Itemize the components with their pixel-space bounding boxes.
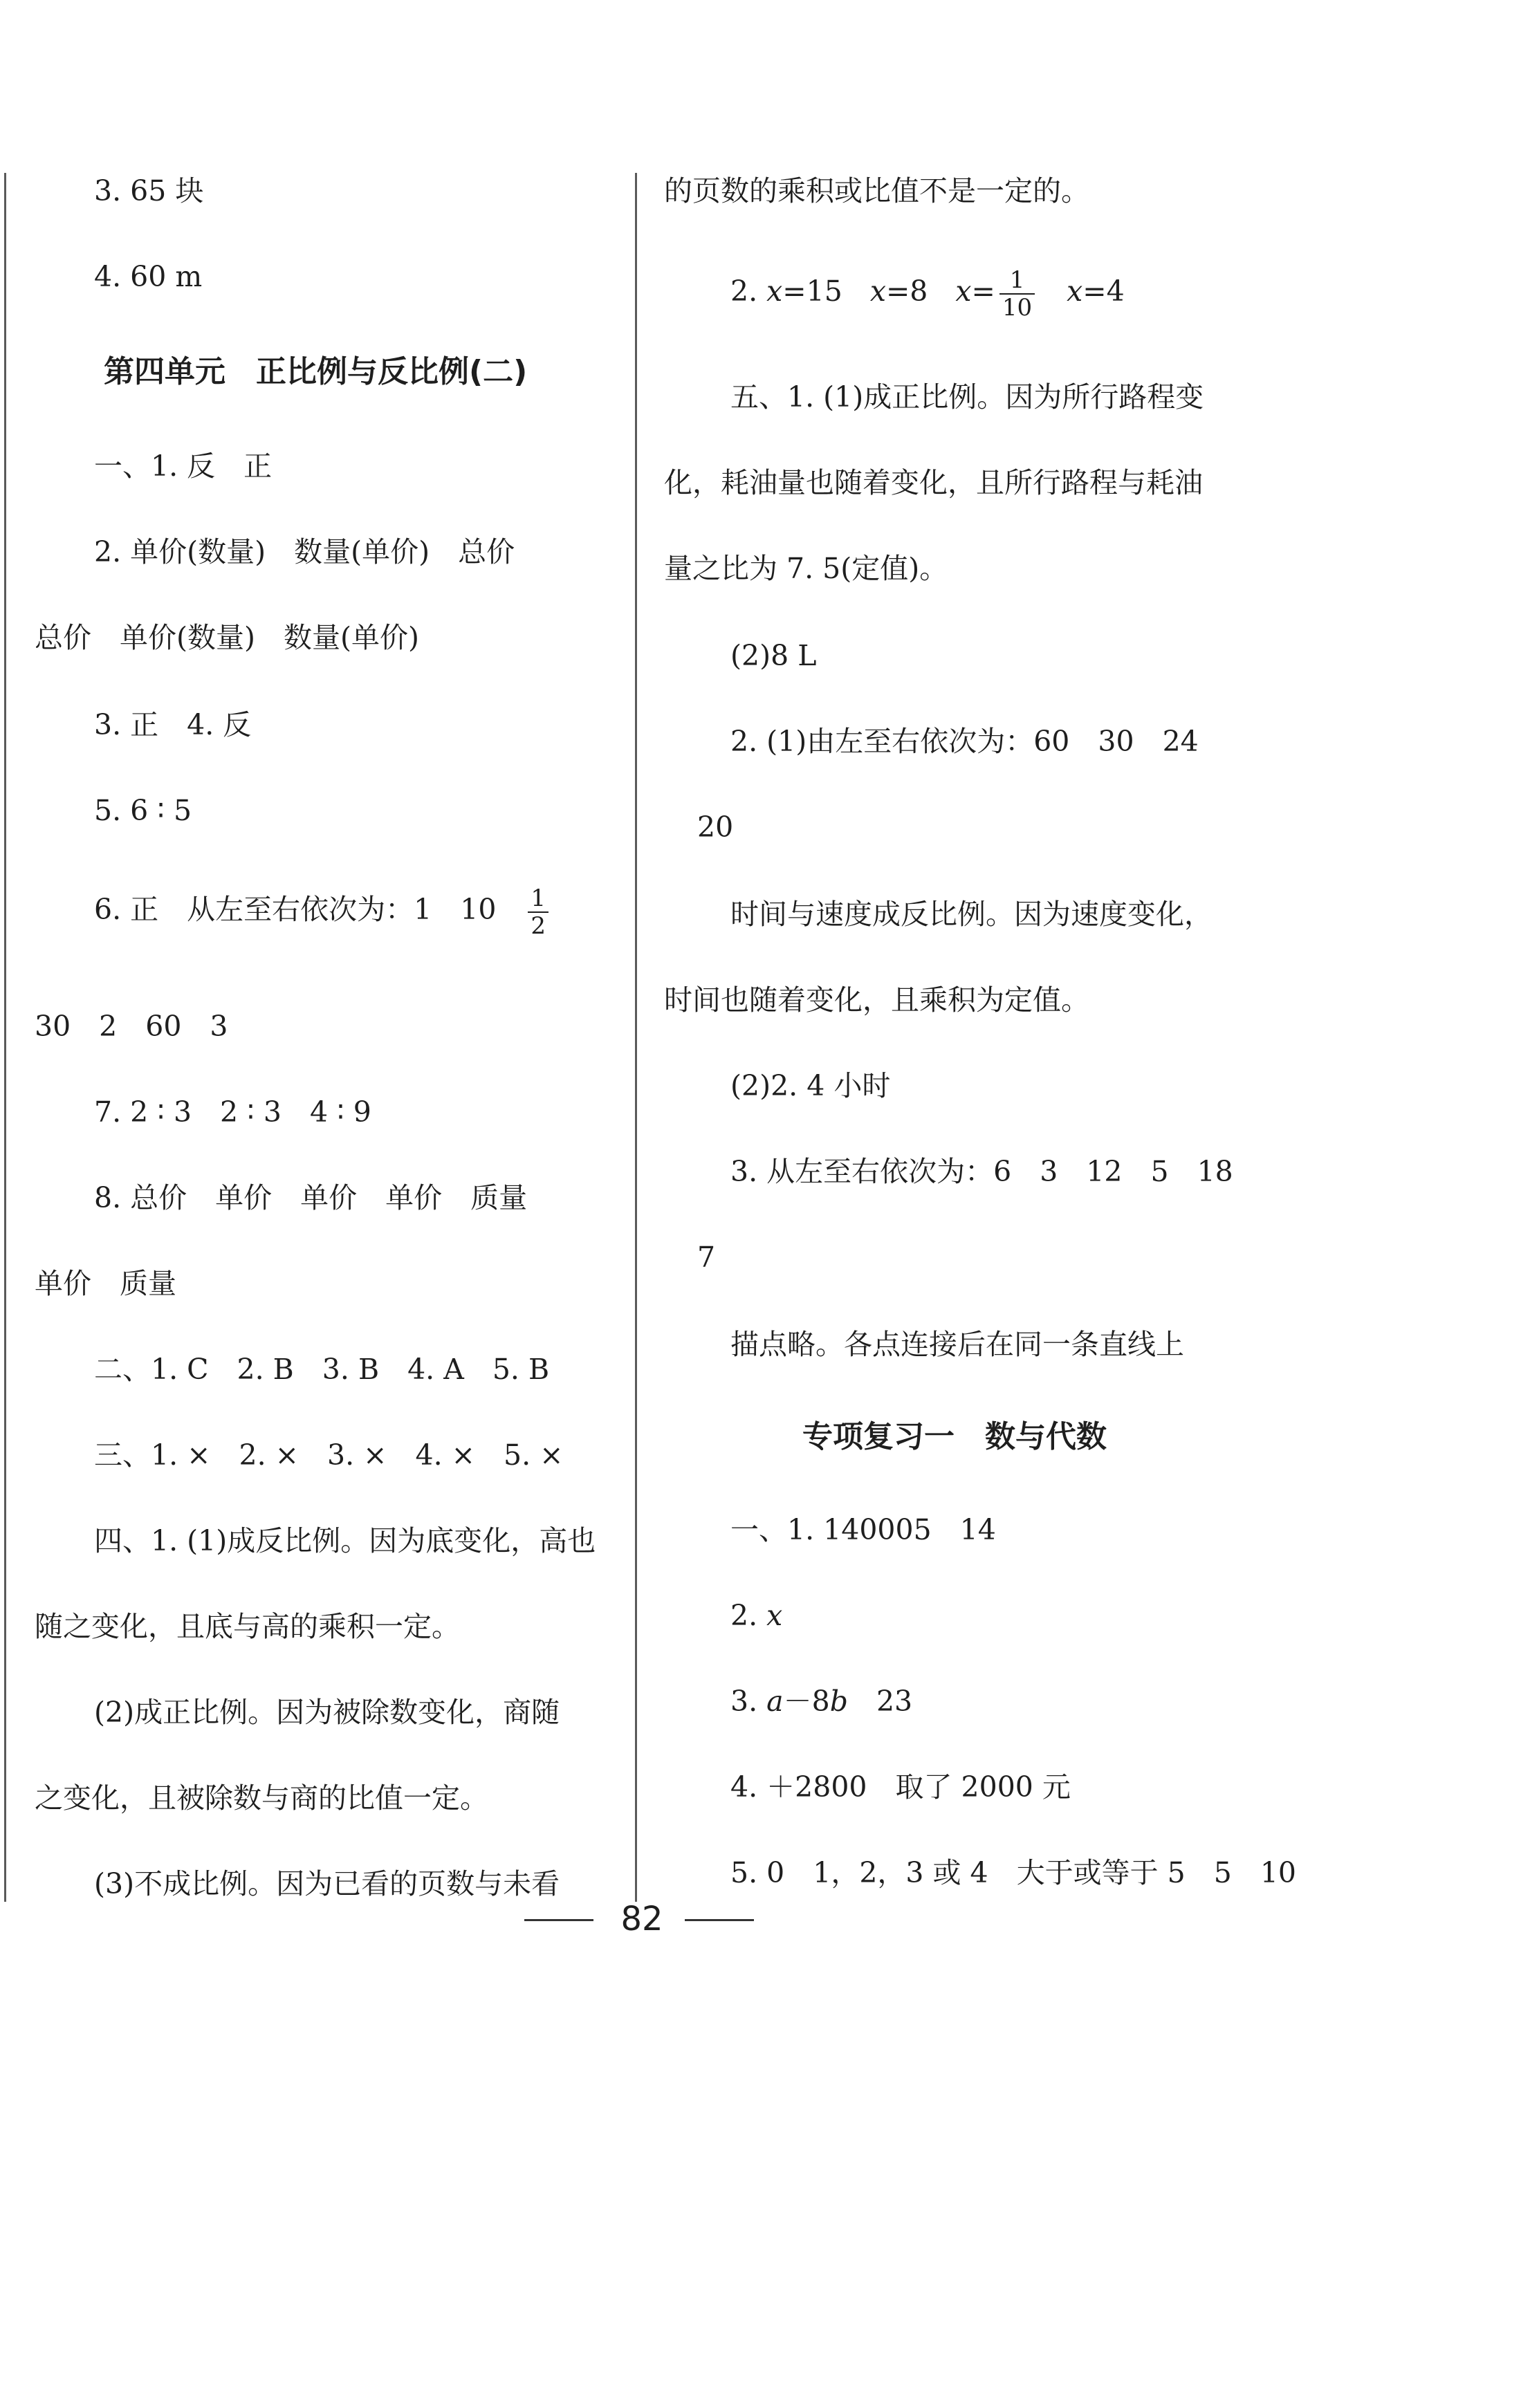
answer-line: 二、1. C 2. B 3. B 4. A 5. B [94, 1353, 550, 1386]
review-heading: 专项复习一 数与代数 [802, 1419, 1107, 1454]
answer-line: 4. ＋2800 取了 2000 元 [730, 1770, 1071, 1804]
fraction [528, 885, 549, 939]
footer-rule-right [685, 1919, 754, 1921]
answer-line: 之变化，且被除数与商的比值一定。 [35, 1781, 488, 1815]
page-number: 82 [620, 1900, 663, 1938]
unit-heading: 第四单元 正比例与反比例(二) [104, 354, 528, 389]
answer-line: 7. 2 ∶ 3 2 ∶ 3 4 ∶ 9 [94, 1095, 371, 1129]
answer-line [730, 1683, 912, 1719]
answer-line: 三、1. × 2. × 3. × 4. × 5. × [94, 1438, 564, 1472]
answer-line: 随之变化，且底与高的乘积一定。 [35, 1610, 460, 1643]
variable-x: x [955, 275, 972, 308]
answer-text: = [971, 275, 995, 308]
fraction-numerator: 1 [999, 267, 1035, 295]
answer-line: 一、1. 140005 14 [730, 1513, 996, 1546]
answer-line [94, 878, 553, 941]
answer-text: 2. [730, 1599, 767, 1632]
answer-line: (2)成正比例。因为被除数变化，商随 [94, 1696, 560, 1729]
answer-text: －8 [783, 1685, 830, 1718]
answer-line: 4. 60 m [94, 260, 203, 293]
answer-line: (3)不成比例。因为已看的页数与未看 [94, 1867, 560, 1900]
answer-line: 30 2 60 3 [35, 1010, 228, 1043]
answer-line: 化，耗油量也随着变化，且所行路程与耗油 [664, 466, 1203, 499]
answer-line: 3. 从左至右依次为：6 3 12 5 18 [730, 1155, 1233, 1188]
fraction [999, 267, 1035, 321]
answer-line [730, 1597, 782, 1633]
fraction-numerator: 1 [528, 885, 549, 913]
answer-line: 时间与速度成反比例。因为速度变化， [730, 898, 1213, 931]
answer-line: 2. (1)由左至右依次为：60 30 24 [730, 725, 1199, 758]
answer-line: 五、1. (1)成正比例。因为所行路程变 [730, 380, 1204, 414]
variable-a: a [766, 1685, 784, 1718]
variable-x: x [766, 1599, 783, 1632]
answer-line: 时间也随着变化，且乘积为定值。 [664, 983, 1089, 1017]
answer-line: 5. 0 1，2，3 或 4 大于或等于 5 5 10 [730, 1856, 1297, 1889]
answer-line: 3. 正 4. 反 [94, 708, 252, 741]
answer-line: 3. 65 块 [94, 174, 204, 207]
answer-line: 总价 单价(数量) 数量(单价) [35, 621, 419, 654]
left-margin-rule [4, 173, 6, 1902]
answer-line: 20 [697, 811, 734, 844]
answer-line: 描点略。各点连接后在同一条直线上 [730, 1328, 1184, 1361]
answer-line: 5. 6 ∶ 5 [94, 794, 192, 827]
answer-line: 四、1. (1)成反比例。因为底变化，高也 [94, 1524, 596, 1557]
variable-x: x [1067, 275, 1083, 308]
answer-line: (2)2. 4 小时 [730, 1069, 891, 1102]
answer-text: 2. [730, 275, 767, 308]
fraction-denominator: 2 [531, 911, 546, 940]
answer-line: 一、1. 反 正 [94, 450, 273, 483]
answer-line: 8. 总价 单价 单价 单价 质量 [94, 1181, 528, 1214]
answer-line: 的页数的乘积或比值不是一定的。 [664, 174, 1089, 207]
answer-line [730, 260, 1125, 322]
variable-x: x [766, 275, 783, 308]
answer-text: =15 [782, 275, 842, 308]
answer-text: 6. 正 从左至右依次为：1 10 [94, 893, 497, 926]
answer-text: =4 [1082, 275, 1125, 308]
variable-x: x [869, 275, 886, 308]
answer-line: 量之比为 7. 5(定值)。 [664, 552, 948, 585]
footer-rule-left [524, 1919, 593, 1921]
answer-line: (2)8 L [730, 639, 817, 672]
answer-text: =8 [885, 275, 928, 308]
fraction-denominator: 10 [1002, 293, 1033, 322]
column-divider [635, 173, 637, 1902]
answer-text: 3. [730, 1685, 767, 1718]
variable-b: b [829, 1685, 848, 1718]
answer-line: 7 [697, 1241, 716, 1274]
answer-text: 23 [847, 1685, 913, 1718]
answer-line: 单价 质量 [35, 1267, 176, 1300]
page-footer [0, 1898, 1530, 1940]
answer-line: 2. 单价(数量) 数量(单价) 总价 [94, 535, 515, 568]
